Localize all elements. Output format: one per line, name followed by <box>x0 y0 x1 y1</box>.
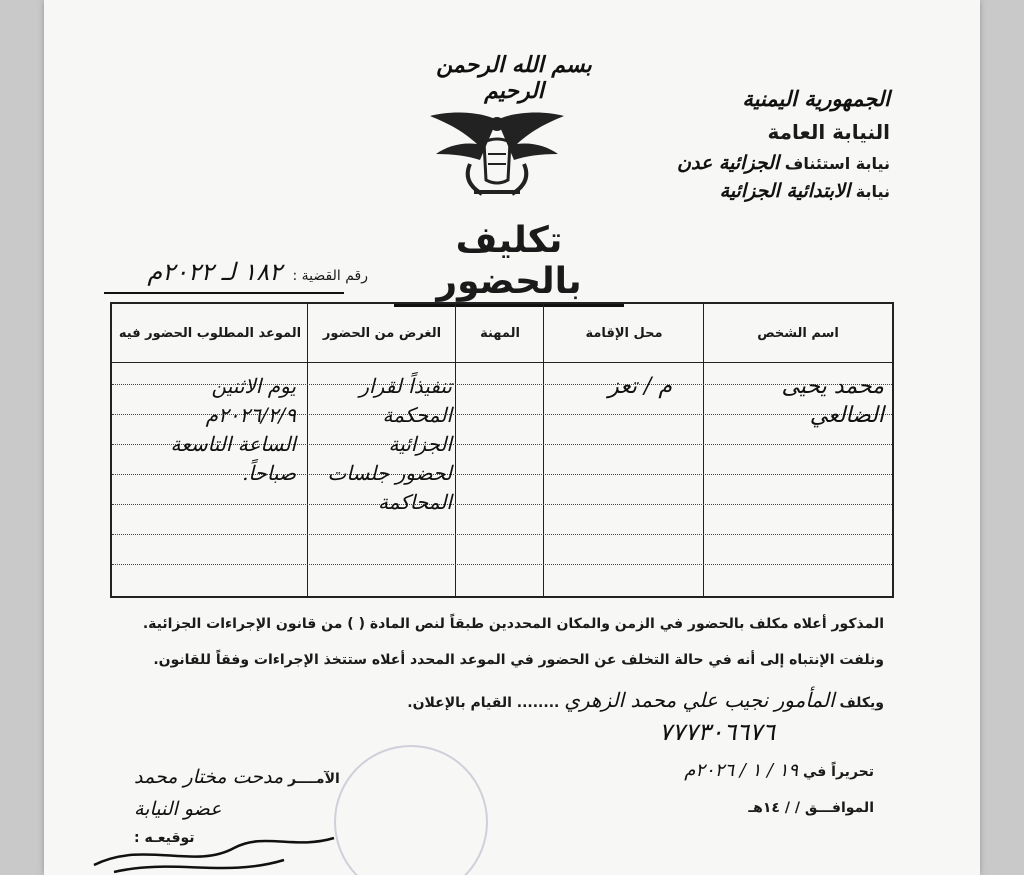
case-number-value: ١٨٢ لـ ٢٠٢٢م <box>147 258 283 286</box>
hijri-date <box>748 800 874 816</box>
header-primary-prosecution <box>720 180 890 202</box>
issue-date-value: ١٩ / ١ / ٢٠٢٦م <box>684 760 799 781</box>
row-line <box>112 534 892 535</box>
column-divider <box>307 304 308 596</box>
header-appointment: الموعد المطلوب الحضور فيه <box>118 325 302 341</box>
issuer-label: الآمــــر <box>288 771 340 787</box>
header-appeal-prosecution <box>677 152 890 174</box>
header-republic: الجمهورية اليمنية <box>742 86 890 111</box>
obligation-paragraph: المذكور أعلاه مكلف بالحضور في الزمن والمكان المحددين طبقاً لنص المادة ( ) من قانون الإجراءات الجزائية. <box>142 616 884 632</box>
document-page <box>44 0 980 875</box>
issue-date-label: تحريراً في <box>802 764 874 780</box>
signature-scribble-icon <box>84 820 344 875</box>
case-number-underline <box>104 292 344 294</box>
issuer-name: مدحت مختار محمد <box>134 766 284 788</box>
purpose-line: لحضور جلسات <box>327 461 452 485</box>
header-residence: محل الإقامة <box>585 325 663 341</box>
officer-name: المأمور نجيب علي محمد الزهري <box>564 688 835 712</box>
official-stamp-icon <box>334 745 488 875</box>
column-divider <box>543 304 544 596</box>
hijri-date-label: الموافـــق <box>804 800 874 816</box>
purpose-line: المحاكمة <box>377 490 452 514</box>
issuer-line <box>134 766 340 788</box>
warning-paragraph: ونلفت الإنتباه إلى أنه في حالة التخلف عن الحضور في الموعد المحدد أعلاه ستتخذ الإجراءات وفقاً للقانون. <box>153 652 884 668</box>
phone-number: ٧٧٧٣٠٦٦٧٦ <box>658 718 775 746</box>
document-title: تكليف بالحضور <box>394 220 624 307</box>
purpose-line: تنفيذاً لقرار <box>359 374 452 398</box>
header-purpose: الغرض من الحضور <box>322 325 442 341</box>
purpose-cell <box>328 372 452 517</box>
appointment-line: ٢٠٢٦/٢/٩م <box>205 403 296 427</box>
purpose-line: المحكمة <box>382 403 452 427</box>
appointment-cell <box>170 372 296 488</box>
case-number <box>147 258 368 286</box>
row-line <box>112 564 892 565</box>
person-name-line: الضالعي <box>809 403 884 428</box>
residence-cell <box>608 372 672 401</box>
issuer-position: عضو النيابة <box>134 798 222 820</box>
basmala: بسم الله الرحمن الرحيم <box>436 52 592 104</box>
hijri-date-value: / / ١٤هـ <box>748 800 800 816</box>
column-divider <box>455 304 456 596</box>
person-name-cell <box>781 372 884 430</box>
issue-date <box>684 760 874 781</box>
officer-prefix: ويكلف <box>839 695 884 711</box>
header-separator <box>112 362 892 363</box>
residence-line: م / تعز <box>608 374 672 399</box>
header-appeal-prefix: نيابة استئناف <box>784 154 890 173</box>
officer-assignment <box>407 688 884 712</box>
appointment-line: الساعة التاسعة <box>170 432 296 456</box>
column-divider <box>703 304 704 596</box>
person-name-line: محمد يحيى <box>781 374 884 399</box>
header-prosecution: النيابة العامة <box>767 120 890 144</box>
header-profession: المهنة <box>480 325 520 341</box>
summons-table <box>110 302 894 598</box>
officer-suffix: ........ القيام بالإعلان. <box>407 695 560 711</box>
signature-label: توقيعـه : <box>134 830 195 846</box>
header-person-name: اسم الشخص <box>757 325 839 341</box>
header-primary-hand: الابتدائية الجزائية <box>719 180 851 202</box>
eagle-emblem-icon <box>422 102 572 202</box>
appointment-line: يوم الاثنين <box>211 374 296 398</box>
issuer-position-line <box>134 798 221 820</box>
row-line <box>112 504 892 505</box>
header-appeal-hand: الجزائية عدن <box>677 152 780 174</box>
header-primary-prefix: نيابة <box>855 182 890 201</box>
appointment-line: صباحاً. <box>242 461 296 485</box>
purpose-line: الجزائية <box>388 432 452 456</box>
case-number-label: رقم القضية : <box>292 268 368 284</box>
